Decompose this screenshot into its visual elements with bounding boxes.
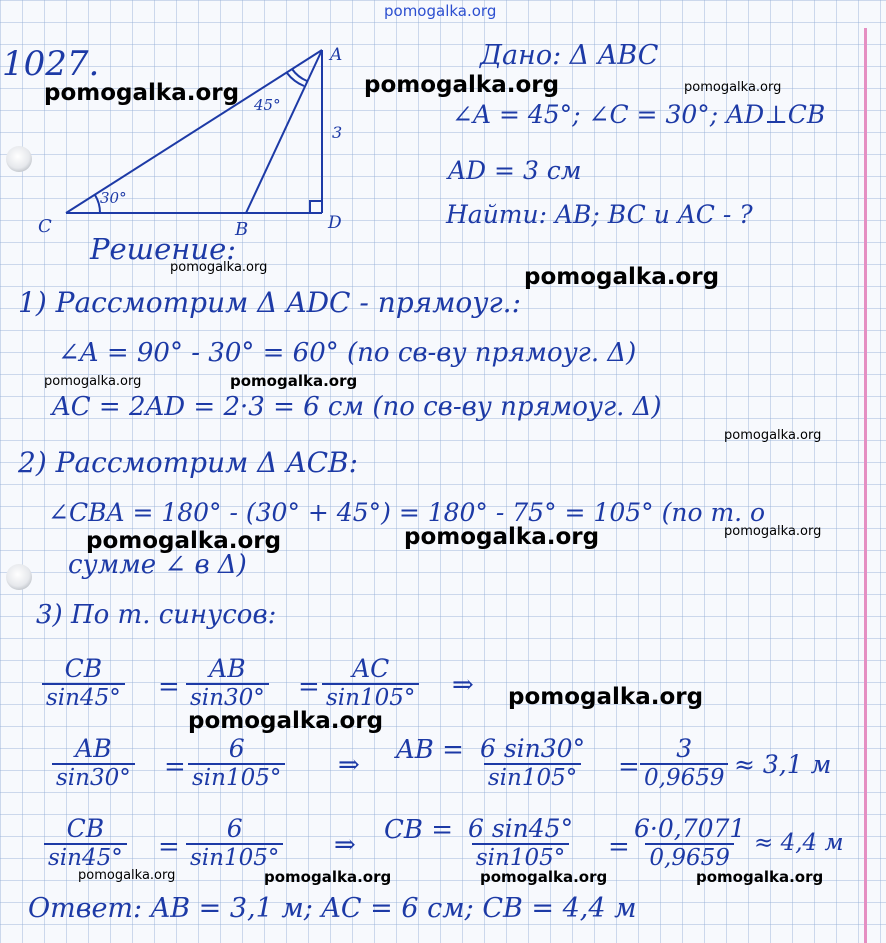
- vertex-c-label: C: [38, 216, 52, 237]
- watermark: pomogalka.org: [696, 868, 824, 886]
- watermark: pomogalka.org: [86, 528, 282, 554]
- eq2-fraction-ab: [52, 735, 135, 791]
- eq2-fraction-value: [640, 735, 728, 791]
- eq1-fraction-ab: [186, 655, 269, 711]
- vertex-d-label: D: [328, 213, 342, 233]
- watermark: pomogalka.org: [724, 524, 822, 539]
- step2-title: 2) Рассмотрим Δ ACB:: [18, 446, 359, 479]
- numerator: AC: [352, 654, 390, 683]
- denominator: sin105°: [322, 683, 419, 711]
- denominator: sin105°: [188, 763, 285, 791]
- numerator: CB: [64, 654, 103, 683]
- watermark: pomogalka.org: [508, 684, 704, 710]
- side-ad-value: 3: [332, 123, 343, 142]
- numerator: CB: [66, 814, 105, 843]
- eq2-fraction-6: [188, 735, 285, 791]
- eq2-fraction-sin: [476, 735, 589, 791]
- equals-sign: =: [164, 752, 186, 782]
- given-line-2: ∠A = 45°; ∠C = 30°; AD⊥CB: [452, 100, 826, 129]
- watermark: pomogalka.org: [188, 708, 384, 734]
- watermark: pomogalka.org: [264, 868, 392, 886]
- notebook-margin-line: [864, 28, 867, 943]
- eq3-result: ≈ 4,4 м: [754, 830, 844, 856]
- denominator: 0,9659: [640, 763, 728, 791]
- numerator: 6·0,7071: [634, 814, 746, 843]
- watermark: pomogalka.org: [684, 80, 782, 95]
- eq3-lhs: CB =: [384, 815, 454, 845]
- watermark: pomogalka.org: [404, 524, 600, 550]
- eq3-fraction-sin: [464, 815, 577, 871]
- step1-line1: ∠A = 90° - 30° = 60° (по св-ву прямоуг. Δ): [58, 338, 637, 368]
- angle-c-value: 30°: [100, 189, 127, 207]
- equals-sign: =: [608, 832, 630, 862]
- solution-heading: Решение:: [90, 232, 237, 266]
- eq1-fraction-ac: [322, 655, 419, 711]
- denominator: 0,9659: [645, 843, 733, 871]
- right-angle-mark: [310, 201, 322, 213]
- implies-sign: ⇒: [452, 670, 474, 700]
- watermark: pomogalka.org: [364, 72, 560, 98]
- equals-sign: =: [158, 672, 180, 702]
- step1-line2: AC = 2AD = 2·3 = 6 см (по св-ву прямоуг. Δ): [52, 392, 662, 422]
- watermark: pomogalka.org: [44, 374, 142, 389]
- denominator: sin30°: [52, 763, 135, 791]
- watermark: pomogalka.org: [44, 80, 240, 106]
- given-line-1: Дано: Δ ABC: [480, 40, 659, 71]
- implies-sign: ⇒: [334, 830, 356, 860]
- triangle-figure: [30, 38, 360, 243]
- eq2-lhs: AB =: [396, 735, 464, 765]
- equals-sign: =: [618, 752, 640, 782]
- numerator: 6: [226, 814, 243, 843]
- equals-sign: =: [298, 672, 320, 702]
- watermark: pomogalka.org: [170, 260, 268, 275]
- equals-sign: =: [158, 832, 180, 862]
- denominator: sin105°: [472, 843, 569, 871]
- eq3-fraction-cb: [44, 815, 127, 871]
- denominator: sin45°: [42, 683, 125, 711]
- eq2-result: ≈ 3,1 м: [734, 750, 832, 779]
- step1-title: 1) Рассмотрим Δ ADC - прямоуг.:: [18, 286, 522, 319]
- watermark: pomogalka.org: [230, 372, 358, 390]
- watermark: pomogalka.org: [78, 868, 176, 883]
- given-line-4: Найти: AB; BC и AC - ?: [446, 200, 753, 229]
- angle-a-value: 45°: [254, 96, 281, 114]
- numerator: 3: [676, 734, 693, 763]
- step3-title: 3) По т. синусов:: [36, 600, 277, 630]
- watermark: pomogalka.org: [480, 868, 608, 886]
- given-line-3: AD = 3 см: [448, 156, 582, 185]
- punch-hole-bottom: [6, 564, 32, 590]
- numerator: AB: [75, 734, 112, 763]
- site-header-link[interactable]: pomogalka.org: [384, 2, 497, 20]
- denominator: sin45°: [44, 843, 127, 871]
- punch-hole-top: [6, 146, 32, 172]
- eq1-fraction-cb: [42, 655, 125, 711]
- numerator: AB: [209, 654, 246, 683]
- watermark: pomogalka.org: [724, 428, 822, 443]
- eq3-fraction-6: [186, 815, 283, 871]
- denominator: sin105°: [484, 763, 581, 791]
- watermark: pomogalka.org: [524, 264, 720, 290]
- eq3-fraction-value: [630, 815, 749, 871]
- angle-arc-a-2: [287, 73, 304, 86]
- vertex-a-label: A: [330, 45, 343, 65]
- numerator: 6 sin30°: [480, 734, 586, 763]
- vertex-b-label: B: [235, 219, 249, 240]
- denominator: sin30°: [186, 683, 269, 711]
- numerator: 6: [228, 734, 245, 763]
- step2-line1: ∠CBA = 180° - (30° + 45°) = 180° - 75° = 105° (по т. о: [48, 498, 766, 527]
- denominator: sin105°: [186, 843, 283, 871]
- step2-line2: сумме ∠ в Δ): [68, 550, 247, 580]
- problem-number: 1027.: [2, 44, 100, 84]
- numerator: 6 sin45°: [468, 814, 574, 843]
- implies-sign: ⇒: [338, 750, 360, 780]
- answer-line: Ответ: AB = 3,1 м; AC = 6 см; CB = 4,4 м: [28, 893, 637, 924]
